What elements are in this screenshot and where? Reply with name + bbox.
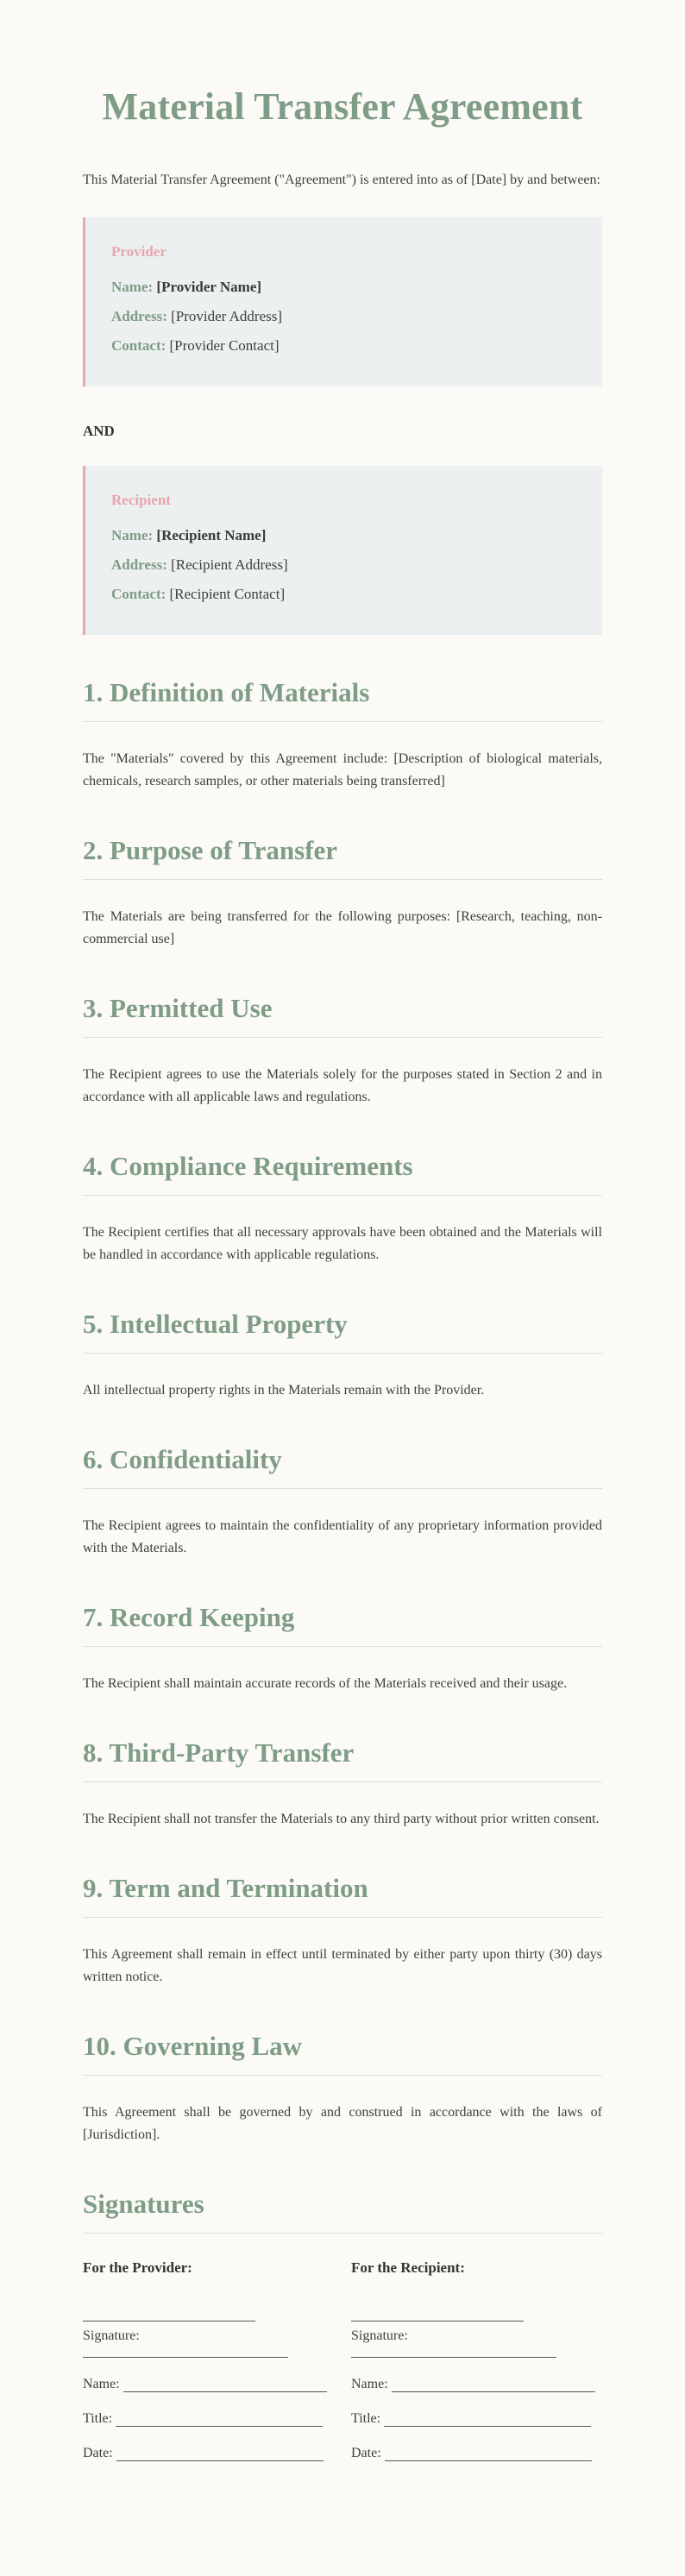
provider-name-blank[interactable]: [123, 2379, 327, 2392]
section-body: This Agreement shall remain in effect until terminated by either party upon thirty (30) days written notice.: [83, 1947, 602, 1984]
section-governing-law: [83, 2030, 602, 2146]
section-body: The Recipient certifies that all necessary approvals have been obtained and the Materials will be handled in accordance with applicable regulations.: [83, 1225, 602, 1262]
recipient-title-blank[interactable]: [384, 2414, 591, 2427]
provider-signature-underline[interactable]: [83, 2356, 288, 2358]
section-signatures: [83, 2188, 602, 2461]
provider-signature-line[interactable]: [83, 2320, 255, 2322]
section-permitted-use: [83, 992, 602, 1109]
provider-name-row: [111, 273, 576, 302]
section-body: The "Materials" covered by this Agreement include: [Description of biological materials, chemicals, research samples, or other materials being transferred]: [83, 751, 602, 789]
provider-signature-label: Signature:: [83, 2328, 140, 2343]
provider-signature-block: [83, 2259, 334, 2461]
section-body: The Recipient agrees to use the Materials solely for the purposes stated in Section 2 and in accordance with all applicable laws and regulations.: [83, 1067, 602, 1104]
provider-box: [83, 217, 602, 386]
provider-sig-name-label: Name:: [83, 2377, 120, 2391]
recipient-date-blank[interactable]: [385, 2448, 592, 2461]
provider-name-value: [Provider Name]: [156, 279, 262, 295]
section-body: The Recipient shall maintain accurate records of the Materials received and their usage.: [83, 1676, 568, 1691]
provider-title-field: [83, 2411, 334, 2427]
section-body: The Recipient shall not transfer the Materials to any third party without prior written consent.: [83, 1812, 600, 1826]
section-heading: 4. Compliance Requirements: [83, 1150, 602, 1196]
recipient-address-label: Address:: [111, 556, 167, 573]
signature-grid: [83, 2259, 602, 2461]
document-title: Material Transfer Agreement: [102, 85, 583, 128]
provider-contact-value: [Provider Contact]: [169, 337, 280, 354]
section-definition: [83, 676, 602, 793]
provider-title-blank[interactable]: [116, 2414, 323, 2427]
provider-date-field: [83, 2446, 334, 2461]
section-heading: 3. Permitted Use: [83, 992, 602, 1038]
section-heading: 9. Term and Termination: [83, 1872, 602, 1918]
recipient-name-blank[interactable]: [392, 2379, 595, 2392]
recipient-heading: Recipient: [111, 492, 171, 508]
recipient-sig-title-label: Title:: [351, 2411, 381, 2426]
section-purpose: [83, 834, 602, 951]
section-heading: 8. Third-Party Transfer: [83, 1737, 602, 1782]
provider-sig-date-label: Date:: [83, 2446, 113, 2460]
section-third-party-transfer: [83, 1737, 602, 1831]
provider-name-field: [83, 2377, 334, 2392]
provider-contact-label: Contact:: [111, 337, 167, 354]
recipient-signature-block: [351, 2259, 602, 2461]
recipient-signature-label: Signature:: [351, 2328, 408, 2343]
section-heading: 1. Definition of Materials: [83, 676, 602, 722]
recipient-name-field: [351, 2377, 602, 2392]
recipient-date-field: [351, 2446, 602, 2461]
recipient-sig-name-label: Name:: [351, 2377, 388, 2391]
signatures-heading: Signatures: [83, 2188, 602, 2234]
recipient-signature-line[interactable]: [351, 2320, 524, 2322]
section-heading: 2. Purpose of Transfer: [83, 834, 602, 880]
section-heading: 10. Governing Law: [83, 2030, 602, 2076]
provider-address-value: [Provider Address]: [171, 308, 283, 324]
recipient-name-row: [111, 521, 576, 550]
recipient-name-label: Name:: [111, 527, 154, 543]
section-heading: 6. Confidentiality: [83, 1443, 602, 1489]
intro-paragraph: This Material Transfer Agreement ("Agreement") is entered into as of [Date] by and between:: [83, 173, 600, 187]
provider-address-label: Address:: [111, 308, 167, 324]
recipient-contact-label: Contact:: [111, 586, 167, 602]
provider-date-blank[interactable]: [116, 2448, 324, 2461]
recipient-box: [83, 466, 602, 635]
section-compliance: [83, 1150, 602, 1266]
section-record-keeping: [83, 1601, 602, 1695]
provider-address-row: [111, 302, 576, 331]
recipient-sig-date-label: Date:: [351, 2446, 381, 2460]
section-confidentiality: [83, 1443, 602, 1560]
recipient-signature-underline[interactable]: [351, 2356, 556, 2358]
and-separator: AND: [83, 423, 115, 439]
section-heading: 7. Record Keeping: [83, 1601, 602, 1647]
section-body: The Recipient agrees to maintain the confidentiality of any proprietary information provided with the Materials.: [83, 1518, 602, 1555]
provider-contact-row: [111, 331, 576, 361]
recipient-name-value: [Recipient Name]: [156, 527, 267, 543]
section-body: All intellectual property rights in the Materials remain with the Provider.: [83, 1383, 485, 1398]
recipient-signature-heading: For the Recipient:: [351, 2259, 465, 2276]
section-body: This Agreement shall be governed by and construed in accordance with the laws of [Jurisdiction].: [83, 2105, 602, 2142]
recipient-title-field: [351, 2411, 602, 2427]
section-intellectual-property: [83, 1308, 602, 1402]
provider-heading: Provider: [111, 243, 167, 260]
recipient-address-value: [Recipient Address]: [171, 556, 288, 573]
provider-signature-heading: For the Provider:: [83, 2259, 192, 2276]
recipient-contact-value: [Recipient Contact]: [169, 586, 286, 602]
recipient-address-row: [111, 550, 576, 580]
section-heading: 5. Intellectual Property: [83, 1308, 602, 1354]
recipient-contact-row: [111, 580, 576, 609]
section-term-termination: [83, 1872, 602, 1989]
provider-sig-title-label: Title:: [83, 2411, 113, 2426]
section-body: The Materials are being transferred for the following purposes: [Research, teaching, non-commercial use]: [83, 909, 602, 946]
provider-name-label: Name:: [111, 279, 154, 295]
